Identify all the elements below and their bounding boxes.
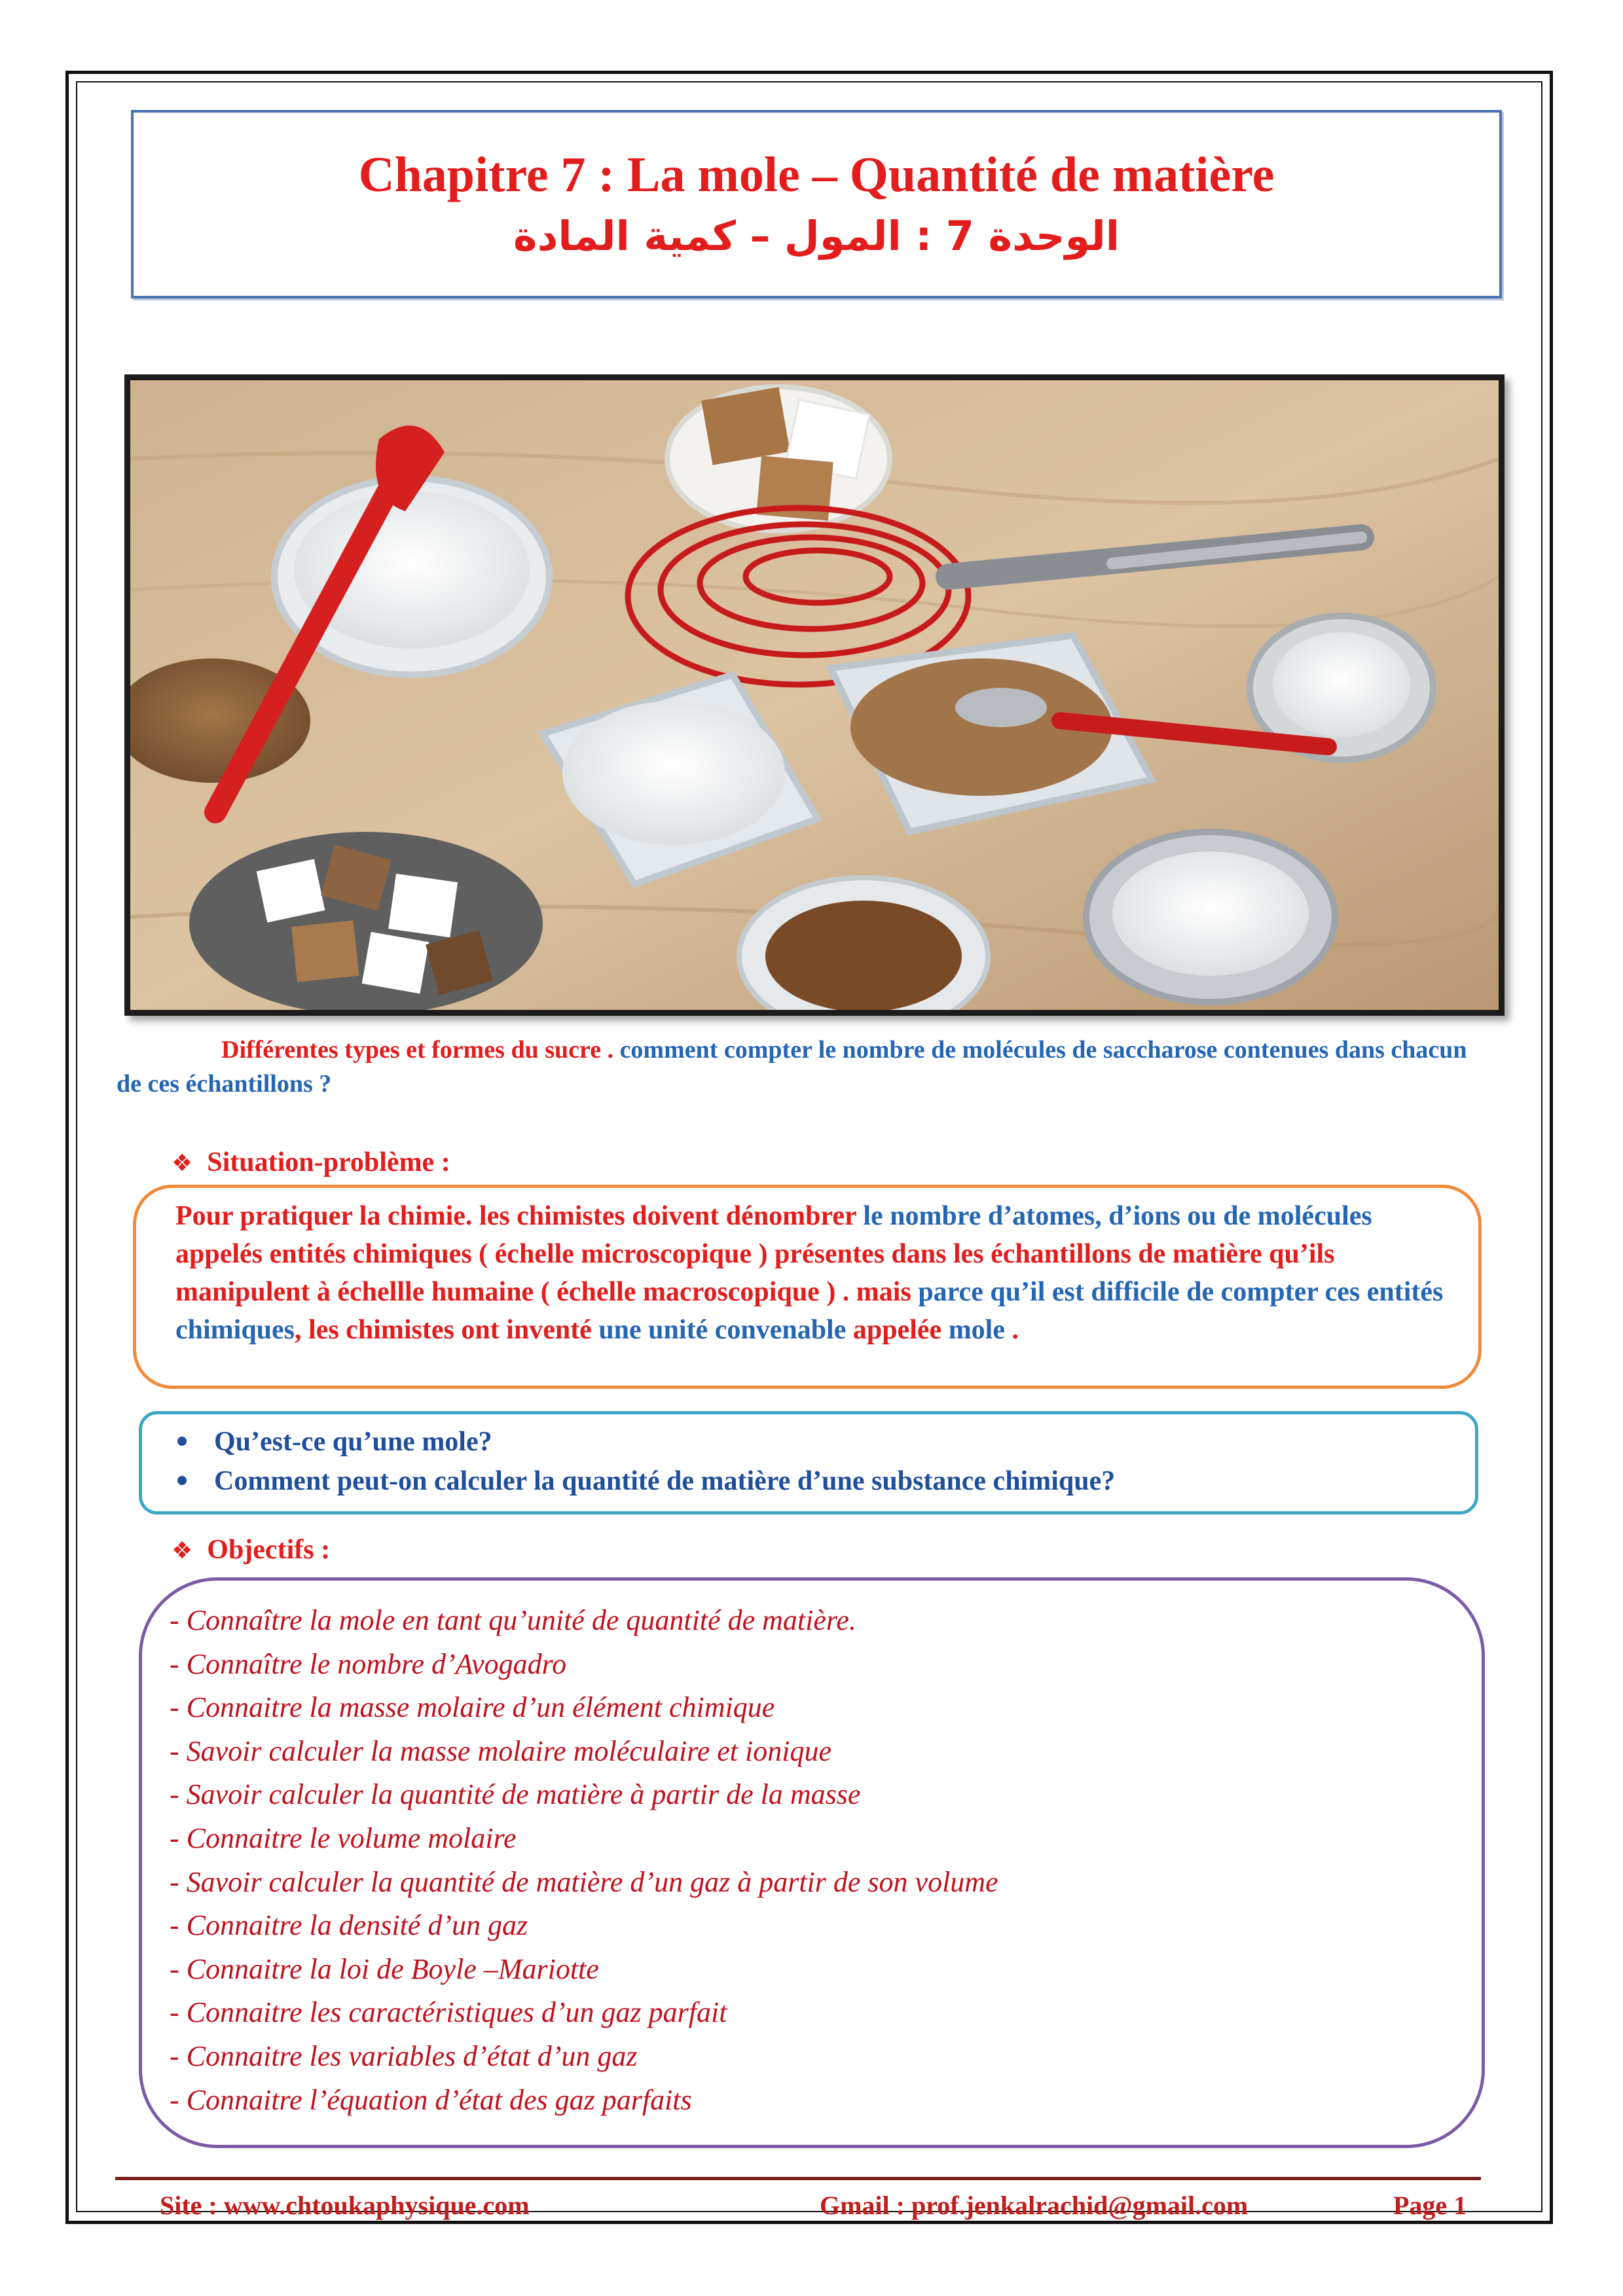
situation-segment: appelés entités chimiques ( échelle microscopique ) présentes dans les échantillons de matière qu’ils manipulent à échellle humaine ( échelle macroscopique ) . mais: [175, 1239, 1335, 1307]
title-box: [131, 110, 1502, 298]
situation-heading: ❖ Situation-problème :: [172, 1147, 450, 1177]
situation-segment: , les chimistes ont inventé: [295, 1315, 599, 1345]
objective-item: - Connaitre le volume molaire: [170, 1821, 517, 1854]
objective-item: - Connaitre l’équation d’état des gaz parfaits: [170, 2083, 692, 2116]
objective-item: - Savoir calculer la quantité de matière à partir de la masse: [170, 1778, 861, 1811]
situation-segment: Pour pratiquer la chimie. les chimistes doivent dénombrer: [175, 1201, 864, 1231]
question-item: Comment peut-on calculer la quantité de matière d’une substance chimique?: [177, 1462, 1115, 1501]
diamond-bullet-icon: ❖: [172, 1150, 193, 1177]
photo-caption: [117, 1033, 1498, 1101]
objective-item: - Connaitre les caractéristiques d’un gaz parfait: [170, 1996, 727, 2029]
objective-item: - Connaitre la loi de Boyle –Mariotte: [170, 1952, 599, 1985]
bullet-dot-icon: [177, 1437, 187, 1446]
footer-page-number: Page 1: [1393, 2191, 1467, 2220]
objectives-box: [139, 1577, 1485, 2148]
objective-item: - Connaitre la densité d’un gaz: [170, 1909, 528, 1942]
situation-segment: parce qu’il est difficile de compter ces entités chimiques: [175, 1277, 1444, 1345]
situation-segment: mole: [948, 1315, 1005, 1345]
objective-item: - Connaitre la masse molaire d’un élément chimique: [170, 1691, 775, 1724]
sugar-illustration: [130, 380, 1499, 1010]
situation-segment: .: [1004, 1315, 1019, 1345]
footer-gmail[interactable]: Gmail : prof.jenkalrachid@gmail.com: [820, 2191, 1249, 2220]
sugar-photo: [124, 374, 1504, 1016]
bullet-dot-icon: [177, 1476, 187, 1485]
diamond-bullet-icon: ❖: [172, 1537, 193, 1564]
situation-segment: appelée: [846, 1315, 949, 1345]
objectives-heading: ❖ Objectifs :: [172, 1535, 331, 1565]
footer-site[interactable]: Site : www.chtoukaphysique.com: [160, 2191, 530, 2220]
objective-item: - Connaître le nombre d’Avogadro: [170, 1647, 567, 1680]
objective-item: - Savoir calculer la masse molaire moléculaire et ionique: [170, 1734, 831, 1767]
footer-divider: [115, 2177, 1481, 2180]
chapter-title-fr: Chapitre 7 : La mole – Quantité de matière: [358, 147, 1275, 202]
caption-red: Différentes types et formes du sucre .: [221, 1036, 614, 1064]
situation-segment: le nombre d’atomes, d’ions ou de molécules: [863, 1201, 1372, 1231]
question-item: Qu’est-ce qu’une mole?: [177, 1422, 1115, 1462]
situation-text: [175, 1197, 1459, 1349]
situation-segment: une unité convenable: [598, 1315, 847, 1345]
caption-blue: comment compter le nombre de molécules de saccharose contenues dans chacun de ces échantillons ?: [117, 1036, 1467, 1098]
objective-item: - Connaître la mole en tant qu’unité de quantité de matière.: [170, 1604, 856, 1636]
chapter-title-ar: الوحدة 7 : المول – كمية المادة: [513, 212, 1120, 260]
situation-box: [133, 1185, 1482, 1389]
objective-item: - Connaitre les variables d’état d’un gaz: [170, 2039, 638, 2072]
objective-item: - Savoir calculer la quantité de matière d’un gaz à partir de son volume: [170, 1865, 998, 1898]
questions-box: [139, 1411, 1478, 1515]
